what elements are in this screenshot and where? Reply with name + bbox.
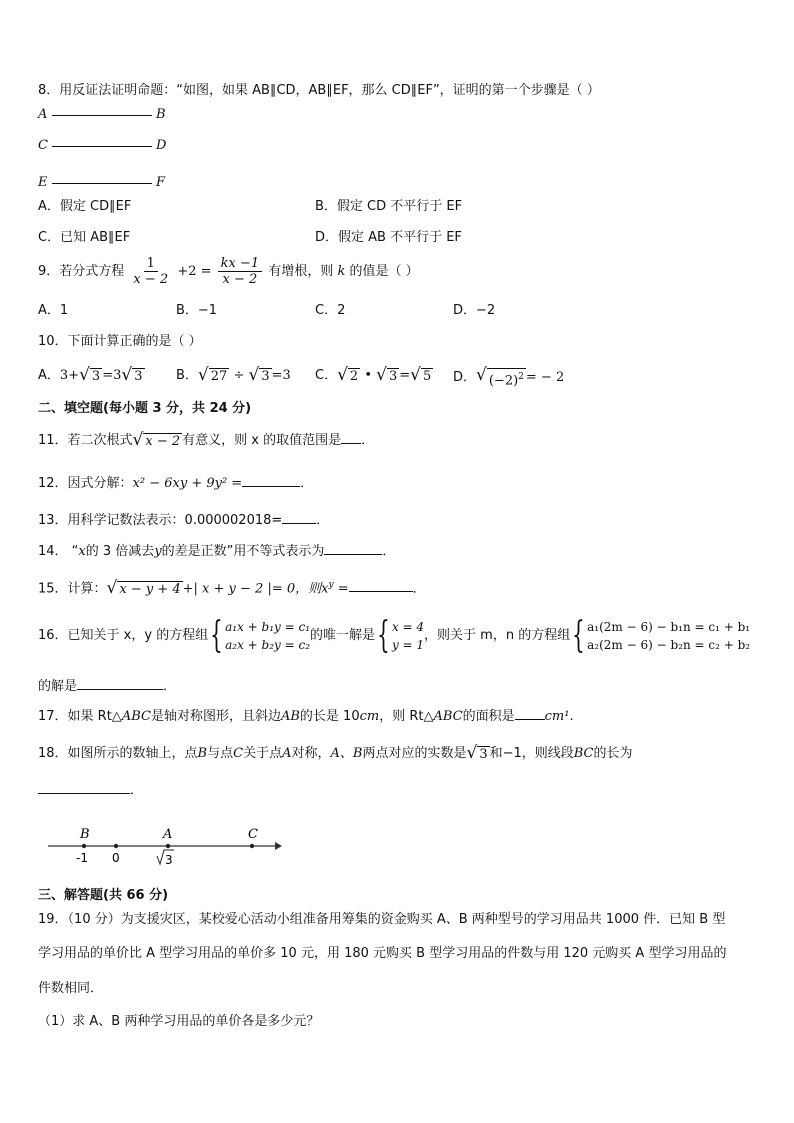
q9-suffix2: 的值是（ ） <box>349 264 419 279</box>
q9-option-a: A．1 <box>38 303 69 318</box>
line-label-c: C <box>38 138 48 153</box>
q16-system-2: x = 4 y = 1 <box>391 619 425 652</box>
q8-option-d: D．假定 AB 不平行于 EF <box>315 230 462 245</box>
q9-var: k <box>337 264 346 279</box>
q16-system-3: a₁(2m − 6) − b₁n = c₁ + b₁ a₂(2m − 6) − b₂n = c₂ + b₂ <box>587 619 751 652</box>
q16: 16．已知关于 x，y 的方程组{ a₁x + b₁y = c₁ a₂x + b₂y = c₂ 的唯一解是{ x = 4 y = 1 ，则关于 m，n 的方程组{ a₁(2m − 6) − b₁n = c₁ + b₁ a₂(2m − 6) − b₂n = c₂ + b₂ <box>38 614 751 656</box>
q17-answer-blank[interactable] <box>515 706 545 720</box>
q8-option-b: B．假定 CD 不平行于 EF <box>315 199 463 214</box>
q10-option-a: A．3+ √ 3 =3 √ 3 <box>38 365 143 385</box>
q9-fraction-1: $\frac{1}{x - 2}$ <box>133 256 169 287</box>
line-label-a: A <box>38 107 48 122</box>
q8-stem: 8．用反证法证明命题：“如图，如果 AB∥CD，AB∥EF，那么 CD∥EF”，证明的第一个步骤是（ ） <box>38 83 600 98</box>
number-line-figure <box>40 820 290 876</box>
label-zero: 0 <box>112 851 120 865</box>
q9-option-c: C．2 <box>315 303 346 318</box>
q14: 14． “x的 3 倍减去y的差是正数”用不等式表示为 ． <box>38 541 395 561</box>
section-2-heading: 二、填空题(每小题 3 分，共 24 分) <box>38 401 252 416</box>
q19-sub1: （1）求 A、B 两种学习用品的单价各是多少元？ <box>38 1014 320 1029</box>
q15: 15．计算： √ x − y + 4 +| x + y − 2 |= 0，则$x^y$ = ． <box>38 578 426 599</box>
q9-suffix: 有增根，则 <box>268 264 334 279</box>
q8-option-c: C．已知 AB∥EF <box>38 230 131 245</box>
q9-stem <box>38 254 419 290</box>
line-label-f: F <box>156 175 166 190</box>
q8-option-a: A．假定 CD∥EF <box>38 199 132 214</box>
q18-line2: ． <box>38 780 143 800</box>
line-ab <box>52 115 152 116</box>
q19-line2: 学习用品的单价比 A 型学习用品的单价多 10 元，用 180 元购买 B 型学习用品的件数与用 120 元购买 A 型学习用品的 <box>38 946 727 961</box>
point-b <box>82 844 86 848</box>
label-c: C <box>248 827 258 842</box>
point-a <box>166 844 170 848</box>
q15-answer-blank[interactable] <box>349 578 413 592</box>
q14-answer-blank[interactable] <box>324 541 382 555</box>
q16-line2: 的解是 ． <box>38 676 176 696</box>
q12: 12．因式分解：x² − 6xy + 9y² = ． <box>38 473 313 493</box>
q16-answer-blank[interactable] <box>77 676 163 690</box>
q9-option-d: D．−2 <box>453 303 496 318</box>
q17: 17．如果 Rt△ABC是轴对称图形，且斜边AB的长是 10cm，则 Rt△ABC的面积是 cm¹. <box>38 706 574 726</box>
q12-answer-blank[interactable] <box>242 473 300 487</box>
label-b: B <box>80 827 90 842</box>
line-label-e: E <box>38 175 48 190</box>
label-minus-one: -1 <box>76 851 88 865</box>
q9-option-b: B．−1 <box>176 303 218 318</box>
q13: 13．用科学记数法表示：0.000002018= ． <box>38 510 329 530</box>
q10-stem: 10．下面计算正确的是（ ） <box>38 334 202 349</box>
line-ef <box>52 183 152 184</box>
q10-option-c: C． √ 2 • √ 3 = √ 5 <box>315 365 432 385</box>
label-a: A <box>163 827 173 842</box>
q19-line3: 件数相同． <box>38 981 104 996</box>
q9-prefix: 9．若分式方程 <box>38 264 125 279</box>
line-cd <box>52 146 152 147</box>
q9-mid: +2 = <box>177 264 212 279</box>
q9-fraction-2: $\frac{kx -1}{x - 2}$ <box>218 256 263 287</box>
q18: 18．如图所示的数轴上，点B与点C关于点A对称，A、B两点对应的实数是 √ 3 和−1，则线段BC的长为 <box>38 743 633 763</box>
line-label-d: D <box>156 138 167 153</box>
q10-option-b: B． √ 27 ÷ √ 3 =3 <box>176 365 291 385</box>
q16-system-1: a₁x + b₁y = c₁ a₂x + b₂y = c₂ <box>225 619 311 652</box>
label-sqrt3: 3 <box>165 853 173 867</box>
q19-line1: 19．（10 分）为支援灾区，某校爱心活动小组准备用筹集的资金购买 A、B 两种型号的学习用品共 1000 件．已知 B 型 <box>38 912 726 927</box>
section-3-heading: 三、解答题(共 66 分) <box>38 888 169 903</box>
q11: 11．若二次根式 √ x − 2 有意义，则 x 的取值范围是 ． <box>38 430 375 450</box>
point-c <box>250 844 254 848</box>
number-line-arrow <box>275 842 282 850</box>
q13-answer-blank[interactable] <box>282 510 316 524</box>
q10-option-d: D． √ $(-2)^2$ = − 2 <box>453 365 565 389</box>
q18-answer-blank[interactable] <box>38 780 130 794</box>
point-o <box>114 844 118 848</box>
line-label-b: B <box>156 107 166 122</box>
q11-answer-blank[interactable] <box>341 430 361 444</box>
